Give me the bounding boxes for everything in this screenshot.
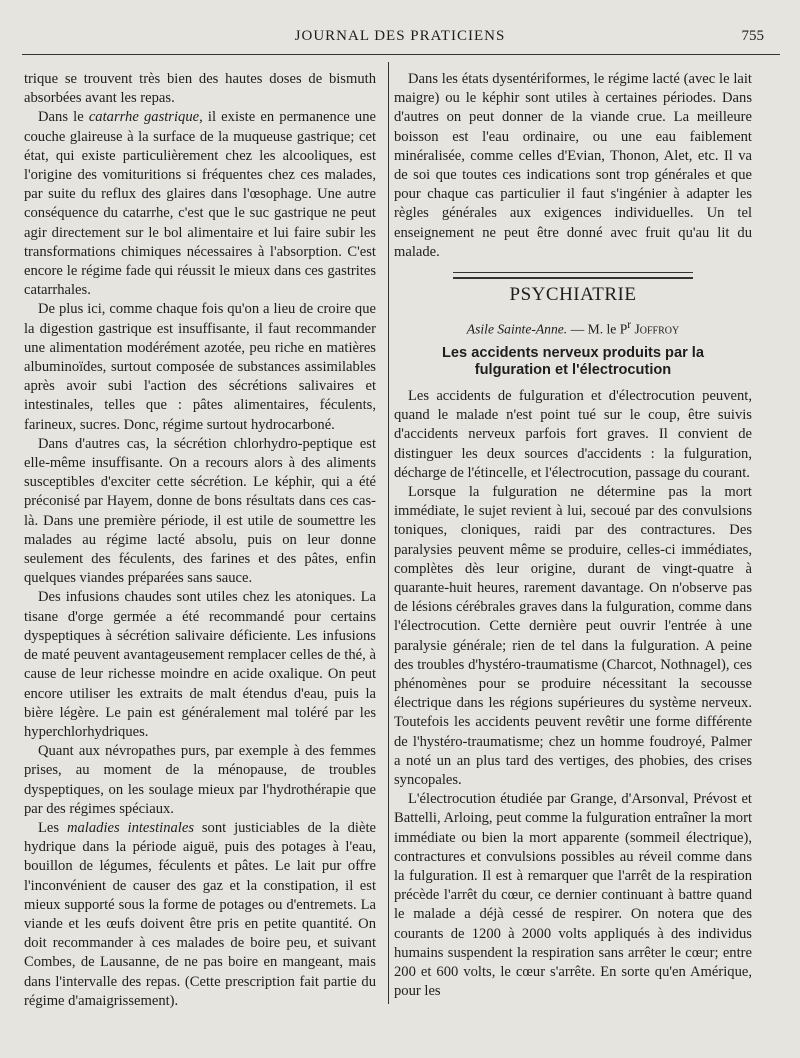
byline-separator: — M. le P — [567, 321, 628, 337]
column-divider — [388, 62, 389, 1004]
paragraph-catarrhe — [24, 108, 376, 300]
journal-title: JOURNAL DES PRATICIENS — [294, 28, 506, 44]
section-title: PSYCHIATRIE — [509, 284, 637, 306]
paragraph: Dans d'autres cas, la sécrétion chlorhydro-peptique est elle-même insuffisante. On a recours alors à des aliments susceptibles d'exciter cette sécrétion. Le képhir, qui a été préconisé par Hayem, donne de bons résultats dans ces cas-là. Dans une première période, il est utile de soumettre les malades au régime lacté absolu, puis on leur donne seulement des féculents, des farines et des pâtes, enfin quelques viandes préparées sans sauce. — [24, 435, 376, 587]
byline-title-sup: r — [627, 319, 632, 332]
paragraph: L'électrocution étudiée par Grange, d'Arsonval, Prévost et Battelli, Arloing, peut comme la fulguration entraîner la mort immédiate ou bien la mort apparente (sommeil électrique), contractures et convulsions possibles au réveil comme dans la fulguration. Il est à remarquer que l'arrêt de la respiration précède l'arrêt du cœur, ce dernier continuant à battre quand le malade a déjà cessé de respirer. On notera que des courants de 1200 à 2000 volts appliqués à des individus humains suspendent la respiration sans arrêter le cœur; entre 200 et 600 volts, le cœur s'arrête. En sorte qu'en Amérique, pour les — [394, 791, 752, 1000]
paragraph: Les accidents de fulguration et d'électrocution peuvent, quand le malade n'est point tué sur le coup, être suivis d'accidents nerveux parfois fort graves. Il convient de distinguer les deux sources d'accidents : la fulguration, décharge de l'étincelle, et l'électrocution, passage du courant. — [394, 387, 752, 481]
text-run: Dans le — [38, 109, 84, 126]
header-rule — [22, 54, 780, 55]
paragraph-intestinales — [24, 819, 376, 1011]
text-run: sont justiciables de la diète hydrique dans la période aiguë, puis des potages à l'eau, bouillon de légumes, féculents et pâtes. Le lait pur offre l'inconvénient de causer des gaz et la constipation, il est mieux supporté sous la forme de potages ou d'entremets. La viande et les œufs doivent être pris en petite quantité. On doit recommander à ces malades de boire peu, et suivant Combes, de Lausanne, de ne pas boire en mangeant, mais dans l'intervalle des repas. (Cette prescription fait partie du régime d'amaigrissement). — [24, 819, 376, 1009]
paragraph: Des infusions chaudes sont utiles chez les atoniques. La tisane d'orge germée a été recommandé pour certains dyspeptiques à sécrétion salivaire déficiente. Les infusions de maté peuvent avantageusement remplacer celles de thé, à cause de leur richesse moindre en acide oxalique. On peut encore utiliser les extraits de malt étendus d'eau, puis la bière légère. Le pain est généralement mal toléré par les hyperchlorhydriques. — [24, 589, 376, 740]
byline-author: Joffroy — [631, 321, 680, 337]
page-number: 755 — [741, 28, 764, 44]
text-run: Les — [38, 819, 60, 836]
emphasis-term: catarrhe gastrique, — [88, 109, 203, 126]
emphasis-term: maladies intestinales — [66, 819, 194, 836]
article-title: Les accidents nerveux produits par la fulguration et l'électrocution — [442, 344, 704, 378]
right-column — [394, 70, 752, 1001]
byline-institution: Asile Sainte-Anne. — [466, 321, 568, 337]
left-column — [24, 70, 376, 1011]
section-rule — [453, 272, 693, 279]
paragraph: Dans les états dysentériformes, le régime lacté (avec le lait maigre) ou le képhir sont utiles à certaines périodes. Dans d'autres on peut donner de la viande crue. La meilleure boisson est l'eau ordinaire, ou une eau faiblement minéralisée, comme celles d'Evian, Thonon, Alet, etc. Il va de soi que toutes ces indications sont trop générales et que pour chaque cas particulier il faut s'ingénier à adapter les règles générales aux exigences individuelles. Un tel enseignement ne peut être donné avec fruit qu'au lit du malade. — [394, 71, 752, 260]
byline — [394, 316, 752, 339]
paragraph: De plus ici, comme chaque fois qu'on a lieu de croire que la digestion gastrique est insuffisante, il faut recommander une alimentation modérément azotée, peu riche en matières albuminoïdes, surtout composée de substances assimilables après avoir subi l'action des sécrétions salivaires et intestinales, telles que : pâtes alimentaires, féculents, farineux, sucres. Donc, régime surtout hydrocarboné. — [24, 301, 376, 433]
paragraph: trique se trouvent très bien des hautes doses de bismuth absorbées avant les repas. — [24, 71, 376, 107]
text-run: il existe en permanence une couche glaireuse à la surface de la muqueuse gastrique; cet état, qui existe particulièrement chez les alcooliques, est l'origine des vomituritions si fréquentes chez ces malades, par suite du reflux des glaires dans l'œsophage. Une autre conséquence du catarrhe, c'est que le suc gastrique ne peut agir directement sur le bol alimentaire et lui faire subir les transformations chimiques nécessaires à l'absorption. C'est encore le régime fade qui réussit le mieux dans ces gastrites catarrhales. — [24, 109, 376, 299]
running-header — [0, 28, 800, 48]
paragraph: Quant aux névropathes purs, par exemple à des femmes prises, au moment de la ménopause, de troubles dyspeptiques, on les soulage mieux par l'hydrothérapie que par des régimes spéciaux. — [24, 743, 376, 817]
paragraph: Lorsque la fulguration ne détermine pas la mort immédiate, le sujet revient à lui, secoué par des convulsions toniques, cloniques, raidi par des contractures. Des paralysies peuvent même se produire, celles-ci immédiates, complètes dès leur origine, durant de vingt-quatre à quarante-huit heures, rarement davantage. On n'observe pas de lésions cérébrales graves dans la fulguration, comme dans l'électrocution. Cette dernière peut ouvrir l'entrée à une paralysie générale; rien de tel dans la fulguration. A peine des troubles d'hystéro-traumatisme (Charcot, Nothnagel), ces phénomènes pour se produire nécessitant la secousse électrique dans les régions supérieures du système nerveux. Toutefois les accidents peuvent revêtir une forme différente de l'hystéro-traumatisme; chez un homme foudroyé, Palmer a noté un an plus tard des vertiges, des phobies, des crises syncopales. — [394, 483, 752, 789]
